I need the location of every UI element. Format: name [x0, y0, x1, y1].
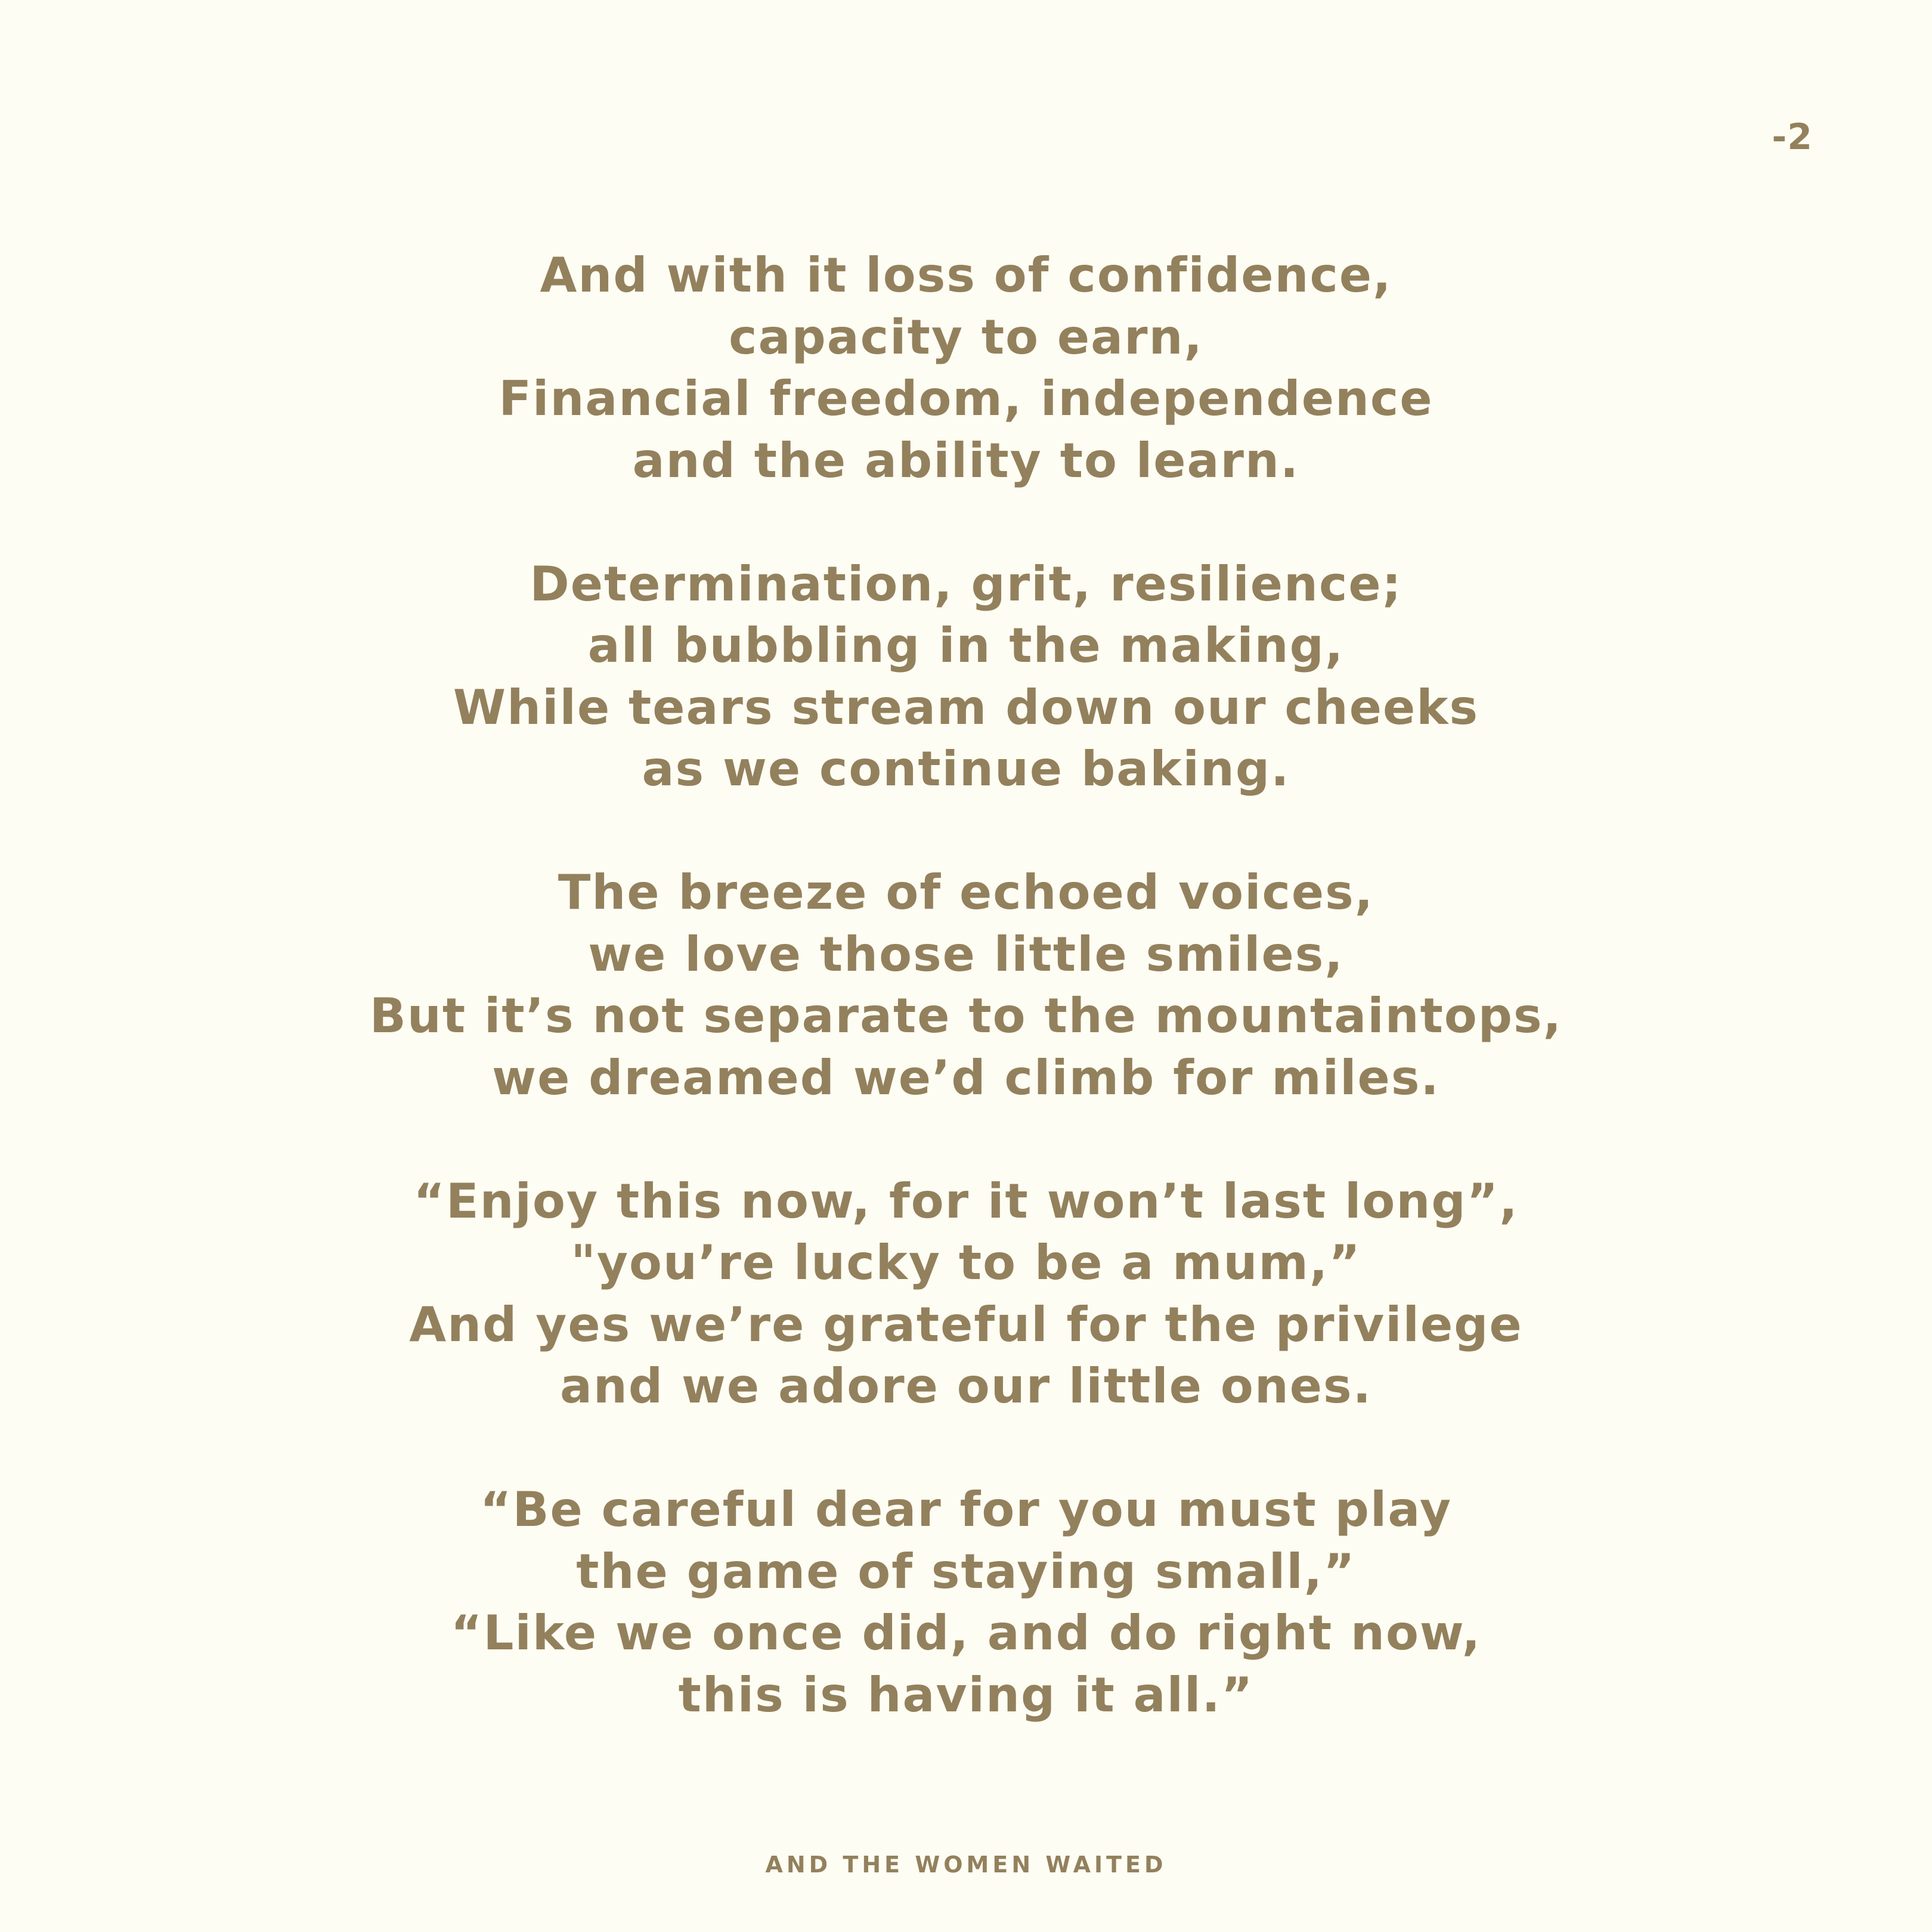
- poem-line: all bubbling in the making,: [587, 618, 1345, 673]
- stanza-4: [0, 1171, 1932, 1417]
- poem-line: “Like we once did, and do right now,: [450, 1605, 1482, 1661]
- poem-line: But it’s not separate to the mountaintops,: [369, 988, 1563, 1044]
- poem-line: and the ability to learn.: [632, 432, 1300, 488]
- stanza-2: [0, 553, 1932, 800]
- poem-line: Financial freedom, independence: [499, 371, 1433, 426]
- stanza-3: [0, 862, 1932, 1109]
- poem-line: as we continue baking.: [642, 741, 1290, 797]
- stanza-5: [0, 1479, 1932, 1726]
- poem-line: capacity to earn,: [729, 309, 1203, 365]
- poem-line: and we adore our little ones.: [559, 1358, 1373, 1414]
- book-title-footer: AND THE WOMEN WAITED: [765, 1852, 1167, 1878]
- poem-line: this is having it all.”: [678, 1667, 1254, 1723]
- poem-line: “Enjoy this now, for it won’t last long”,: [413, 1173, 1519, 1229]
- poem-line: And with it loss of confidence,: [540, 247, 1392, 303]
- poem-line: And yes we’re grateful for the privilege: [409, 1296, 1523, 1352]
- poem-line: we dreamed we’d climb for miles.: [492, 1049, 1440, 1106]
- stanza-1: [0, 244, 1932, 491]
- poem-line: “Be careful dear for you must play: [480, 1482, 1452, 1537]
- poem-line: The breeze of echoed voices,: [558, 865, 1374, 920]
- poem-line: we love those little smiles,: [588, 926, 1344, 982]
- poem-line: the game of staying small,”: [576, 1543, 1356, 1599]
- page-number: -2: [1772, 116, 1813, 158]
- poem-line: "you’re lucky to be a mum,”: [571, 1235, 1361, 1290]
- poem-line: Determination, grit, resilience;: [530, 556, 1402, 612]
- poem-line: While tears stream down our cheeks: [453, 679, 1479, 735]
- poem: [0, 244, 1932, 1726]
